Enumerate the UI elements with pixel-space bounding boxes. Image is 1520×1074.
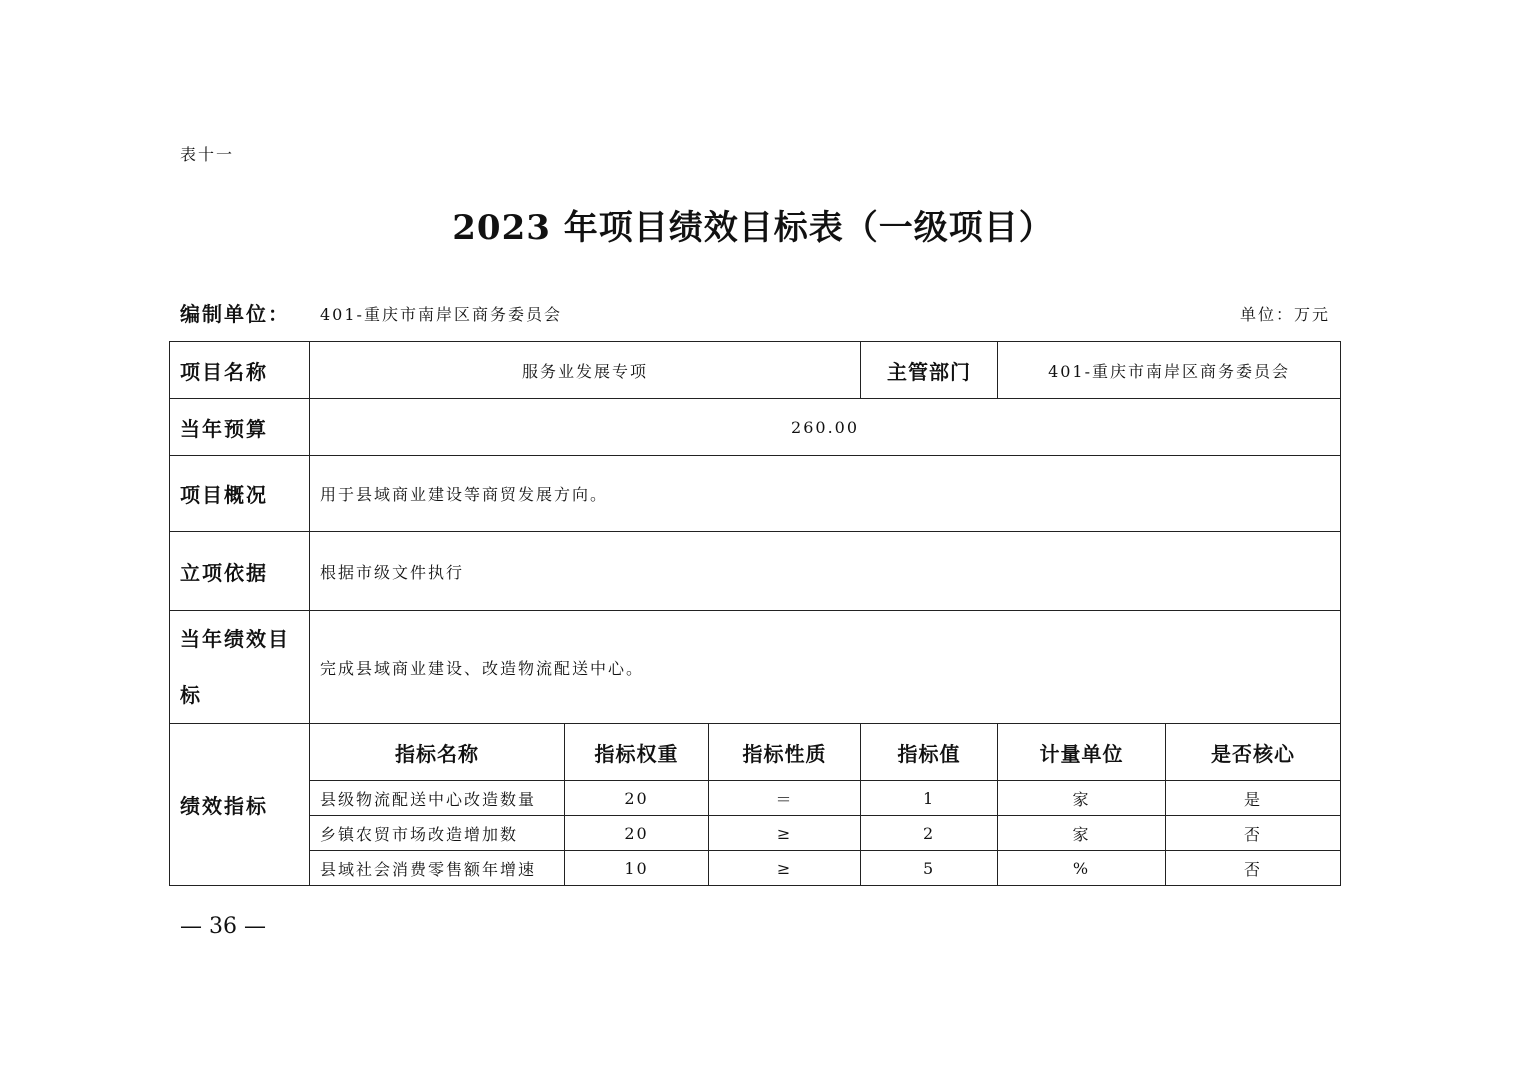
indicator-header-unit: 计量单位 [998,724,1166,781]
indicator-header-weight: 指标权重 [565,724,709,781]
indicator-header-row [170,724,1341,781]
indicator-core: 否 [1166,851,1341,886]
goal-row [170,611,1341,724]
overview-label: 项目概况 [170,456,310,532]
table-row [170,781,1341,816]
indicator-header-value: 指标值 [861,724,998,781]
budget-row [170,399,1341,456]
indicator-unit: 家 [998,816,1166,851]
indicator-weight: 10 [565,851,709,886]
table-row [170,851,1341,886]
overview-row [170,456,1341,532]
dept-label: 主管部门 [861,342,998,399]
indicators-label: 绩效指标 [170,724,310,886]
basis-value: 根据市级文件执行 [310,532,1341,611]
goal-label-line-2: 标 [180,683,202,707]
goal-label-line-1: 当年绩效目 [180,627,290,651]
indicator-nature: ≥ [709,851,861,886]
indicator-nature: ＝ [709,781,861,816]
org-value: 401-重庆市南岸区商务委员会 [320,305,562,324]
indicator-header-name: 指标名称 [310,724,565,781]
performance-target-table [169,341,1341,886]
budget-value: 260.00 [310,399,1341,456]
basis-label: 立项依据 [170,532,310,611]
indicator-weight: 20 [565,816,709,851]
indicator-header-nature: 指标性质 [709,724,861,781]
page-number: — 36 — [180,914,266,939]
indicator-name: 县域社会消费零售额年增速 [310,851,565,886]
dept-value: 401-重庆市南岸区商务委员会 [998,342,1341,399]
table-row [170,816,1341,851]
table-number-label: 表十一 [180,145,235,164]
indicator-unit: % [998,851,1166,886]
page-title: 2023 年项目绩效目标表（一级项目） [452,208,1054,248]
indicator-value: 2 [861,816,998,851]
basis-row [170,532,1341,611]
project-name-row [170,342,1341,399]
project-name-label: 项目名称 [170,342,310,399]
indicator-core: 是 [1166,781,1341,816]
unit-label: 单位：万元 [1239,305,1330,324]
goal-value: 完成县域商业建设、改造物流配送中心。 [310,611,1341,724]
indicator-nature: ≥ [709,816,861,851]
indicator-value: 5 [861,851,998,886]
indicator-value: 1 [861,781,998,816]
budget-label: 当年预算 [170,399,310,456]
indicator-core: 否 [1166,816,1341,851]
overview-value: 用于县域商业建设等商贸发展方向。 [310,456,1341,532]
indicator-header-core: 是否核心 [1166,724,1341,781]
org-label: 编制单位： [180,302,290,326]
indicator-weight: 20 [565,781,709,816]
project-name-value: 服务业发展专项 [310,342,861,399]
indicator-unit: 家 [998,781,1166,816]
indicator-name: 县级物流配送中心改造数量 [310,781,565,816]
indicator-name: 乡镇农贸市场改造增加数 [310,816,565,851]
goal-label [170,611,310,724]
